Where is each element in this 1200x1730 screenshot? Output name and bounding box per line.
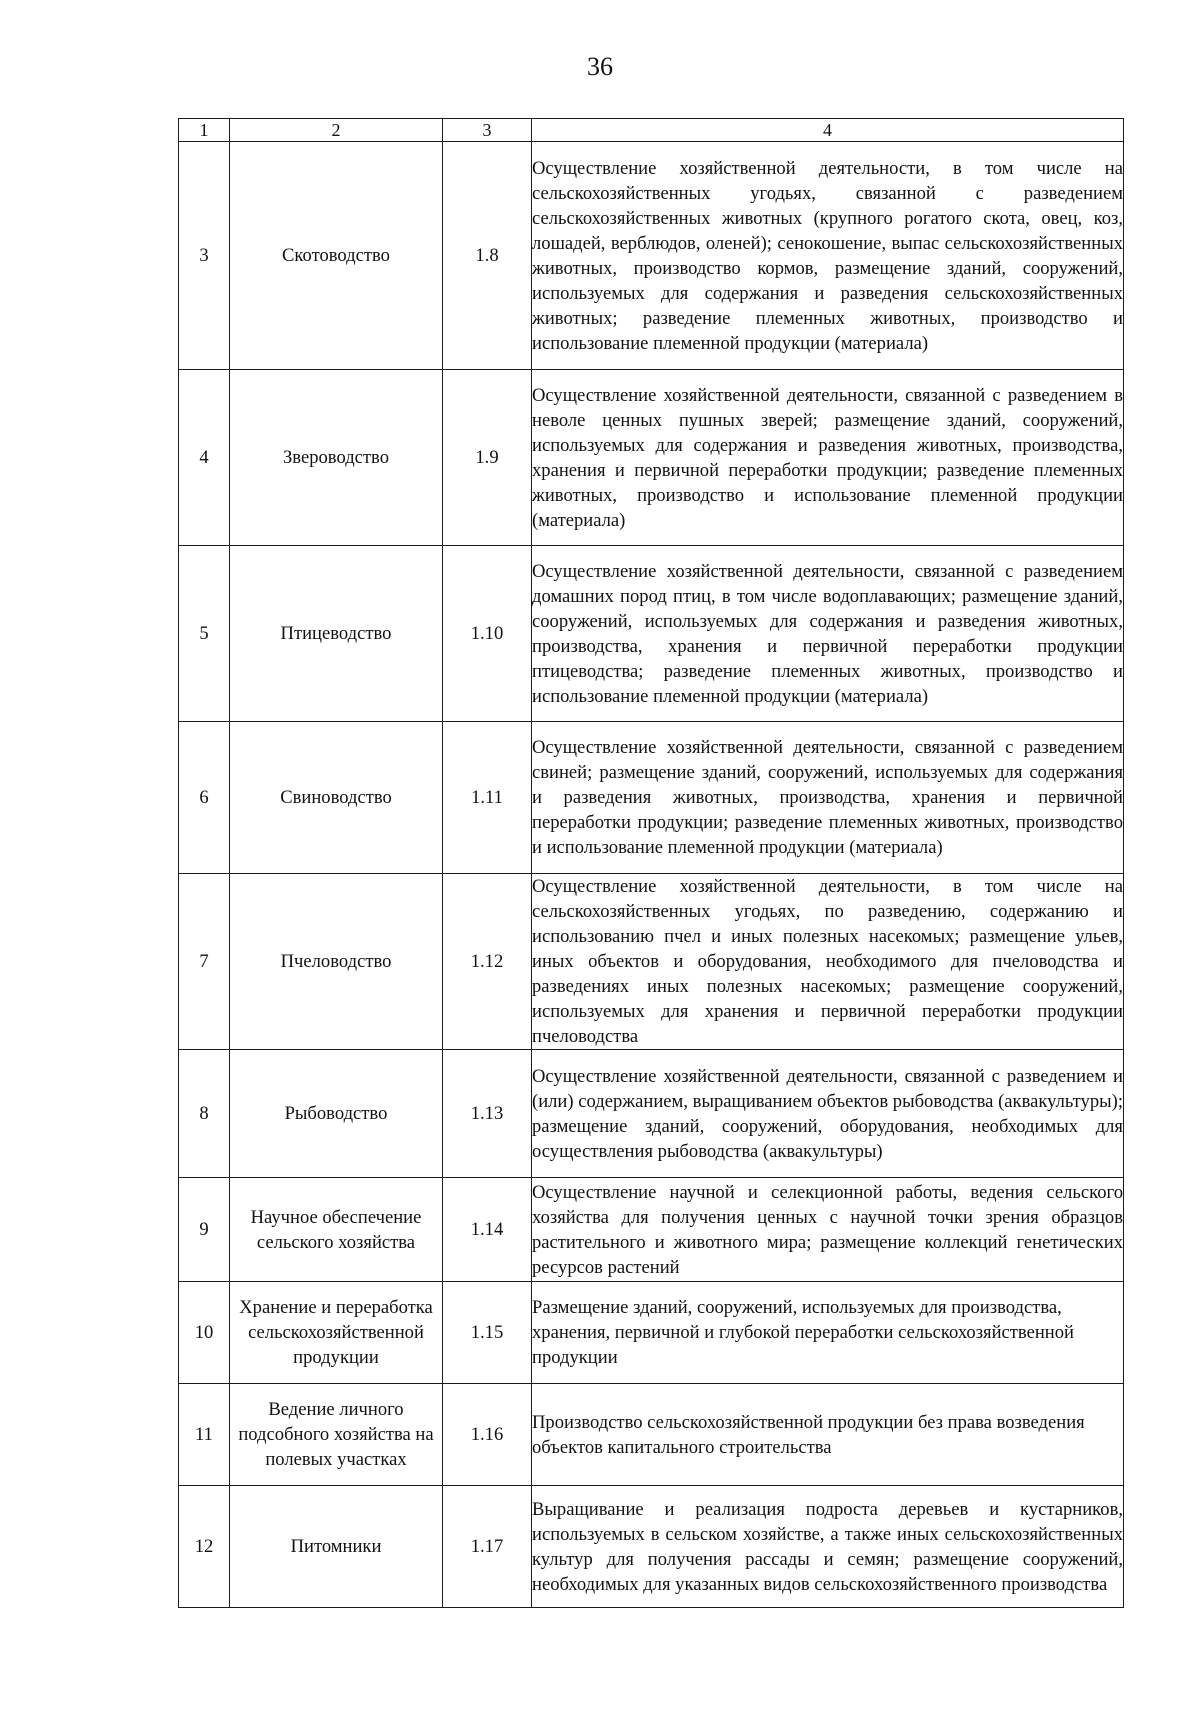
row-number: 12: [179, 1486, 230, 1608]
activity-description: Осуществление хозяйственной деятельности, связанной с разведением и (или) содержанием, выращиванием объектов рыбоводства (аквакультуры); размещение зданий, сооружений, оборудования, необходимых для осуществления рыбоводства (аквакультуры): [532, 1050, 1124, 1178]
activity-description: Осуществление научной и селекционной работы, ведения сельского хозяйства для получения ценных с научной точки зрения образцов растительного и животного мира; размещение коллекций генетических ресурсов растений: [532, 1178, 1124, 1282]
table-row: [179, 1282, 1124, 1384]
header-col-3: 3: [443, 119, 532, 142]
activity-name: Рыбоводство: [230, 1050, 443, 1178]
table-row: [179, 1486, 1124, 1608]
land-use-table: [178, 118, 1124, 1608]
activity-name: Скотоводство: [230, 142, 443, 370]
activity-description: Размещение зданий, сооружений, используемых для производства, хранения, первичной и глубокой переработки сельскохозяйственной продукции: [532, 1282, 1124, 1384]
activity-name: Пчеловодство: [230, 874, 443, 1050]
activity-name: Хранение и переработка сельскохозяйственной продукции: [230, 1282, 443, 1384]
activity-name: Птицеводство: [230, 546, 443, 722]
table-row: [179, 874, 1124, 1050]
activity-code: 1.10: [443, 546, 532, 722]
activity-code: 1.11: [443, 722, 532, 874]
activity-description: Осуществление хозяйственной деятельности, связанной с разведением свиней; размещение зданий, сооружений, используемых для содержания и разведения животных, производства, хранения и первичной переработки продукции; разведение племенных животных, производство и использование племенной продукции (материала): [532, 722, 1124, 874]
table-row: [179, 722, 1124, 874]
activity-code: 1.14: [443, 1178, 532, 1282]
table-row: [179, 1384, 1124, 1486]
activity-code: 1.13: [443, 1050, 532, 1178]
header-col-1: 1: [179, 119, 230, 142]
table-row: [179, 370, 1124, 546]
activity-name: Звероводство: [230, 370, 443, 546]
activity-code: 1.9: [443, 370, 532, 546]
row-number: 4: [179, 370, 230, 546]
row-number: 5: [179, 546, 230, 722]
activity-code: 1.17: [443, 1486, 532, 1608]
table-row: [179, 546, 1124, 722]
page-number: 36: [587, 52, 613, 81]
table-row: [179, 1050, 1124, 1178]
activity-name: Питомники: [230, 1486, 443, 1608]
activity-name: Свиноводство: [230, 722, 443, 874]
row-number: 11: [179, 1384, 230, 1486]
row-number: 8: [179, 1050, 230, 1178]
activity-code: 1.16: [443, 1384, 532, 1486]
table-header-row: [179, 119, 1124, 142]
activity-description: Осуществление хозяйственной деятельности, связанной с разведением домашних пород птиц, в том числе водоплавающих; размещение зданий, сооружений, используемых для содержания и разведения животных, производства, хранения и первичной переработки продукции птицеводства; разведение племенных животных, производство и использование племенной продукции (материала): [532, 546, 1124, 722]
activity-description: Осуществление хозяйственной деятельности, в том числе на сельскохозяйственных угодьях, связанной с разведением сельскохозяйственных животных (крупного рогатого скота, овец, коз, лошадей, верблюдов, оленей); сенокошение, выпас сельскохозяйственных животных, производство кормов, размещение зданий, сооружений, используемых для содержания и разведения сельскохозяйственных животных; разведение племенных животных, производство и использование племенной продукции (материала): [532, 142, 1124, 370]
table-row: [179, 142, 1124, 370]
activity-name: Научное обеспечение сельского хозяйства: [230, 1178, 443, 1282]
row-number: 7: [179, 874, 230, 1050]
header-col-4: 4: [532, 119, 1124, 142]
header-col-2: 2: [230, 119, 443, 142]
activity-description: Осуществление хозяйственной деятельности, в том числе на сельскохозяйственных угодьях, по разведению, содержанию и использованию пчел и иных полезных насекомых; размещение ульев, иных объектов и оборудования, необходимого для пчеловодства и разведениях иных полезных насекомых; размещение сооружений, используемых для хранения и первичной переработки продукции пчеловодства: [532, 874, 1124, 1050]
row-number: 6: [179, 722, 230, 874]
activity-description: Выращивание и реализация подроста деревьев и кустарников, используемых в сельском хозяйстве, а также иных сельскохозяйственных культур для получения рассады и семян; размещение сооружений, необходимых для указанных видов сельскохозяйственного производства: [532, 1486, 1124, 1608]
activity-code: 1.12: [443, 874, 532, 1050]
activity-code: 1.8: [443, 142, 532, 370]
row-number: 10: [179, 1282, 230, 1384]
activity-description: Осуществление хозяйственной деятельности, связанной с разведением в неволе ценных пушных зверей; размещение зданий, сооружений, используемых для содержания и разведения животных, производства, хранения и первичной переработки продукции; разведение племенных животных, производство и использование племенной продукции (материала): [532, 370, 1124, 546]
row-number: 3: [179, 142, 230, 370]
table-row: [179, 1178, 1124, 1282]
activity-code: 1.15: [443, 1282, 532, 1384]
row-number: 9: [179, 1178, 230, 1282]
activity-description: Производство сельскохозяйственной продукции без права возведения объектов капитального строительства: [532, 1384, 1124, 1486]
activity-name: Ведение личного подсобного хозяйства на полевых участках: [230, 1384, 443, 1486]
